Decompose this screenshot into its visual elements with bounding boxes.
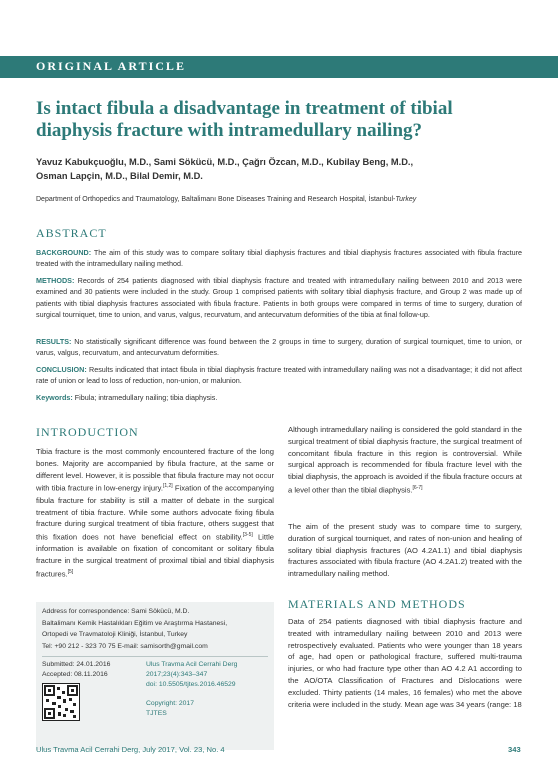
citation-ref: [5] xyxy=(67,569,74,576)
affiliation-country: Turkey xyxy=(395,196,417,203)
abstract-heading: ABSTRACT xyxy=(36,226,107,240)
right-text-1: Although intramedullary nailing is considered the gold standard in the surgical treatment of tibial diaphysis fracture, the surgical treatment of concomitant fibula fracture in this region is controversial. While surgical approach is recommended for fibula fracture level with the tibial diaphysis, the approach is avoided if the fibula fracture occurs at a level other than the tibial diaphysis. xyxy=(288,425,522,495)
accepted-date: Accepted: 08.11.2016 xyxy=(42,671,108,678)
author-line-1: Yavuz Kabukçuoğlu, M.D., Sami Sökücü, M.D., Çağrı Özcan, M.D., Kubilay Beng, M.D., xyxy=(36,157,414,167)
introduction-heading: INTRODUCTION xyxy=(36,425,139,439)
citation-doi[interactable]: doi: 10.5505/tjtes.2016.46529 xyxy=(146,681,236,688)
right-column-paragraph-1 xyxy=(288,424,522,496)
conclusion-label: CONCLUSION: xyxy=(36,365,87,374)
citation-ref: [3-5] xyxy=(242,532,253,539)
correspondence-name: Sami Sökücü, M.D. xyxy=(129,608,190,615)
qr-code-icon xyxy=(42,683,80,721)
article-type-label: ORIGINAL ARTICLE xyxy=(36,59,186,73)
results-text: No statistically significant difference was found between the 2 groups in time to surgery, duration of surgical tourniquet, time to union, or varus, valgus, recurvatum, and antecurvatum deformities. xyxy=(36,337,522,358)
copyright-year: Copyright: 2017 xyxy=(146,700,194,707)
intro-text-1: Tibia fracture is the most commonly encountered fracture of the long bones. Majority are accompanied by fibula fracture, at the same or different level. However, it is possible that fibula fracture may not occur with tibia fracture in low-energy injury. xyxy=(36,447,274,493)
results-label: RESULTS: xyxy=(36,337,72,346)
page-number: 343 xyxy=(508,745,521,754)
citation-journal: Ulus Travma Acil Cerrahi Derg xyxy=(146,661,238,668)
article-title: Is intact fibula a disadvantage in treatment of tibial diaphysis fracture with intramedullary nailing? xyxy=(36,98,453,141)
author-list xyxy=(36,155,516,183)
intro-text-2: Fixation of the accompanying fibula fracture for stability is still a matter of debate in the surgical treatment of tibia fracture. While some authors advocate fixing fibula fracture during surgical treatment of tibia fracture, others suggest that this fixation does not have beneficial effect on stability. xyxy=(36,483,274,542)
methods-label: METHODS: xyxy=(36,276,75,285)
correspondence-label: Address for correspondence: xyxy=(42,608,130,615)
conclusion-text: Results indicated that intact fibula in tibial diaphysis fracture treated with intramedullary nailing was not a disadvantage; it did not affect rate of union or lead to loss of reduction, non-union, or malunion. xyxy=(36,365,522,386)
correspondence-department: Ortopedi ve Travmatoloji Kliniği, İstanbul, Turkey xyxy=(42,631,188,638)
divider xyxy=(42,656,268,657)
correspondence-contact: Tel: +90 212 - 323 70 75 E-mail: samisorth@gmail.com xyxy=(42,642,208,650)
keywords-text: Fibula; intramedullary nailing; tibia diaphysis. xyxy=(72,393,218,402)
introduction-paragraph xyxy=(36,446,274,580)
correspondence-institution: Baltalimanı Kemik Hastalıkları Eğitim ve Araştırma Hastanesi, xyxy=(42,619,228,627)
citation-info xyxy=(146,660,237,690)
copyright-org: TJTES xyxy=(146,709,167,717)
correspondence-address xyxy=(42,606,270,652)
citation-volume: 2017;23(4):343–347 xyxy=(146,671,208,678)
methods-text: Records of 254 patients diagnosed with tibial diaphysis fracture and treated with intramedullary nailing between 2010 and 2013 were examined and 30 patients were included in the study. Group 1 comprised patients with solitary tibial diaphysis fracture, and Group 2 was made up of patients with tibial diaphysis fractures associated with fibula fracture. Patients in both groups were compared in terms of time to surgery, duration of surgical tourniquet, time to union, and varus, valgus, recurvatum, and antecurvatum deformities of the tibia at final follow-up. xyxy=(36,276,522,319)
submission-dates xyxy=(42,660,110,680)
citation-ref: [6-7] xyxy=(412,484,423,491)
abstract-conclusion xyxy=(36,364,522,387)
keywords-label: Keywords: xyxy=(36,393,73,402)
citation-ref: [1,2] xyxy=(162,483,173,490)
affiliation-text: Department of Orthopedics and Traumatology, Baltalimanı Bone Diseases Training and Research Hospital, İstanbul- xyxy=(36,196,396,203)
keywords xyxy=(36,392,522,403)
materials-methods-heading: MATERIALS AND METHODS xyxy=(288,597,466,611)
intro-text-3: Little information is available on fixation of concomitant or solitary fibula fracture in the surgical treatment of proximal tibial and tibial diaphysis fractures. xyxy=(36,532,274,579)
right-column-paragraph-2: The aim of the present study was to compare time to surgery, duration of surgical tourniquet, and rates of non-union and healing of solitary tibial diaphysis fractures (AO 4.2A1.1) and tibial diaphysis fractures associated with fibula fracture (AO 4.2A1.2) treated with the intramedullary nailing method. xyxy=(288,522,522,579)
abstract-results xyxy=(36,336,522,359)
abstract-background xyxy=(36,247,522,270)
background-text: The aim of this study was to compare solitary tibial diaphysis fractures and tibial diaphysis fractures associated with fibula fracture treated with the intramedullary nailing method. xyxy=(36,248,522,269)
submitted-date: Submitted: 24.01.2016 xyxy=(42,661,111,668)
author-line-2: Osman Lapçin, M.D., Bilal Demir, M.D. xyxy=(36,171,203,181)
materials-methods-paragraph: Data of 254 patients diagnosed with tibial diaphysis fracture and treated with intramedullary nailing between 2010 and 2013 were retrospectively evaluated. Patients who were younger than 18 years of age, had open or pathological fracture, suffered multi-trauma injuries, or who had fracture type other than AO 4.2 A1 according to the AO/OTA Classification of Fractures and Dislocations were excluded. Thirty patients (14 males, 16 females) who met the above criteria were included in the study. Mean age was 34 years (range: 18 xyxy=(288,617,522,709)
background-label: BACKGROUND: xyxy=(36,248,92,257)
affiliation xyxy=(36,196,536,203)
abstract-methods xyxy=(36,275,522,320)
copyright xyxy=(146,699,194,718)
page-footer: Ulus Travma Acil Cerrahi Derg, July 2017, Vol. 23, No. 4 xyxy=(36,745,225,754)
